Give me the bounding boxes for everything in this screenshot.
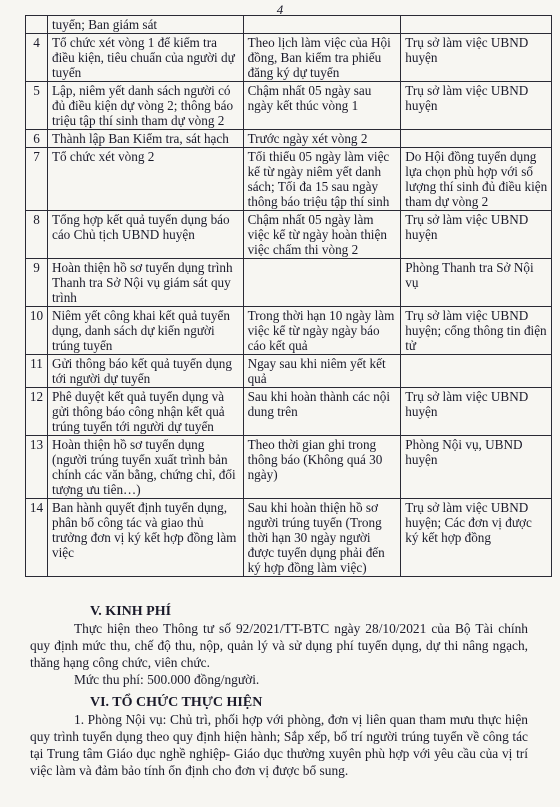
table-row — [26, 148, 552, 211]
row-number-cell — [26, 16, 48, 34]
place-cell: Trụ sở làm việc UBND huyện — [401, 211, 552, 259]
row-number-cell: 4 — [26, 34, 48, 82]
table-row — [26, 259, 552, 307]
row-number-cell: 9 — [26, 259, 48, 307]
time-cell: Chậm nhất 05 ngày sau ngày kết thúc vòng 1 — [243, 82, 401, 130]
task-cell: Niêm yết công khai kết quả tuyển dụng, danh sách dự kiến người trúng tuyển — [47, 307, 243, 355]
recruitment-schedule-table — [25, 15, 552, 577]
time-cell: Sau khi hoàn thiện hồ sơ người trúng tuyển (Trong thời hạn 30 ngày người được tuyển dụng phải đến ký hợp đồng làm việc) — [243, 499, 401, 577]
row-number-cell: 5 — [26, 82, 48, 130]
time-cell: Tối thiểu 05 ngày làm việc kể từ ngày niêm yết danh sách; Tối đa 15 sau ngày thông báo triệu tập thí sinh — [243, 148, 401, 211]
task-cell: Thành lập Ban Kiểm tra, sát hạch — [47, 130, 243, 148]
task-cell: Tổng hợp kết quả tuyển dụng báo cáo Chủ tịch UBND huyện — [47, 211, 243, 259]
task-cell: Gửi thông báo kết quả tuyển dụng tới người dự tuyển — [47, 355, 243, 388]
section-funding — [30, 603, 528, 688]
task-cell: tuyển; Ban giám sát — [47, 16, 243, 34]
section-implementation — [30, 694, 528, 779]
place-cell — [401, 130, 552, 148]
task-cell: Tổ chức xét vòng 1 để kiểm tra điều kiện, tiêu chuẩn của người dự tuyển — [47, 34, 243, 82]
time-cell: Ngay sau khi niêm yết kết quả — [243, 355, 401, 388]
table-row — [26, 82, 552, 130]
section-heading-funding: V. KINH PHÍ — [90, 604, 172, 619]
time-cell: Trước ngày xét vòng 2 — [243, 130, 401, 148]
task-cell: Tổ chức xét vòng 2 — [47, 148, 243, 211]
place-cell: Trụ sở làm việc UBND huyện — [401, 34, 552, 82]
implementation-paragraph: 1. Phòng Nội vụ: Chủ trì, phối hợp với phòng, đơn vị liên quan tham mưu thực hiện quy trình tuyển dụng theo quy định hiện hành; Sắp xếp, bố trí người trúng tuyển về công tác tại Trung tâm Giáo dục nghề nghiệp- Giáo dục thường xuyên phù hợp với yêu cầu của vị trí việc làm và đảm bảo tính ổn định cho đơn vị được bổ sung. — [30, 712, 528, 778]
table-row — [26, 16, 552, 34]
row-number-cell: 14 — [26, 499, 48, 577]
table-row — [26, 499, 552, 577]
table-row — [26, 307, 552, 355]
funding-paragraph: Thực hiện theo Thông tư số 92/2021/TT-BTC ngày 28/10/2021 của Bộ Tài chính quy định mức thu, chế độ thu, nộp, quản lý và sử dụng phí tuyển dụng, dự thi nâng ngạch, thăng hạng công chức, viên chức. — [30, 621, 528, 670]
place-cell: Phòng Thanh tra Sở Nội vụ — [401, 259, 552, 307]
row-number-cell: 8 — [26, 211, 48, 259]
fee-paragraph: Mức thu phí: 500.000 đồng/người. — [74, 672, 260, 687]
place-cell: Phòng Nội vụ, UBND huyện — [401, 436, 552, 499]
task-cell: Hoàn thiện hồ sơ tuyển dụng trình Thanh tra Sở Nội vụ giám sát quy trình — [47, 259, 243, 307]
table-row — [26, 355, 552, 388]
time-cell: Theo lịch làm việc của Hội đồng, Ban kiểm tra phiếu đăng ký dự tuyển — [243, 34, 401, 82]
row-number-cell: 12 — [26, 388, 48, 436]
time-cell — [243, 16, 401, 34]
table-row — [26, 34, 552, 82]
row-number-cell: 11 — [26, 355, 48, 388]
page-number: 4 — [276, 2, 284, 17]
table-row — [26, 211, 552, 259]
row-number-cell: 13 — [26, 436, 48, 499]
task-cell: Phê duyệt kết quả tuyển dụng và gửi thông báo công nhận kết quả trúng tuyển tới người dự tuyển — [47, 388, 243, 436]
place-cell: Do Hội đồng tuyển dụng lựa chọn phù hợp với số lượng thí sinh đủ điều kiện tham dự vòng 2 — [401, 148, 552, 211]
table-row — [26, 436, 552, 499]
task-cell: Hoàn thiện hồ sơ tuyển dụng (người trúng tuyển xuất trình bản chính các văn bằng, chứng chỉ, đối tượng ưu tiên…) — [47, 436, 243, 499]
time-cell: Chậm nhất 05 ngày làm việc kể từ ngày hoàn thiện việc chấm thi vòng 2 — [243, 211, 401, 259]
table-row — [26, 388, 552, 436]
place-cell: Trụ sở làm việc UBND huyện — [401, 82, 552, 130]
place-cell: Trụ sở làm việc UBND huyện — [401, 388, 552, 436]
row-number-cell: 7 — [26, 148, 48, 211]
row-number-cell: 6 — [26, 130, 48, 148]
time-cell: Theo thời gian ghi trong thông báo (Không quá 30 ngày) — [243, 436, 401, 499]
time-cell — [243, 259, 401, 307]
task-cell: Lập, niêm yết danh sách người có đủ điều kiện dự vòng 2; thông báo triệu tập thí sinh tham dự vòng 2 — [47, 82, 243, 130]
row-number-cell: 10 — [26, 307, 48, 355]
task-cell: Ban hành quyết định tuyển dụng, phân bổ công tác và giao thủ trưởng đơn vị ký kết hợp đồng làm việc — [47, 499, 243, 577]
place-cell: Trụ sở làm việc UBND huyện; cổng thông tin điện tử — [401, 307, 552, 355]
place-cell — [401, 16, 552, 34]
time-cell: Trong thời hạn 10 ngày làm việc kể từ ngày ngày báo cáo kết quả — [243, 307, 401, 355]
table-row — [26, 130, 552, 148]
time-cell: Sau khi hoàn thành các nội dung trên — [243, 388, 401, 436]
place-cell: Trụ sở làm việc UBND huyện; Các đơn vị được ký kết hợp đồng — [401, 499, 552, 577]
place-cell — [401, 355, 552, 388]
section-heading-implementation: VI. TỔ CHỨC THỰC HIỆN — [90, 695, 263, 710]
